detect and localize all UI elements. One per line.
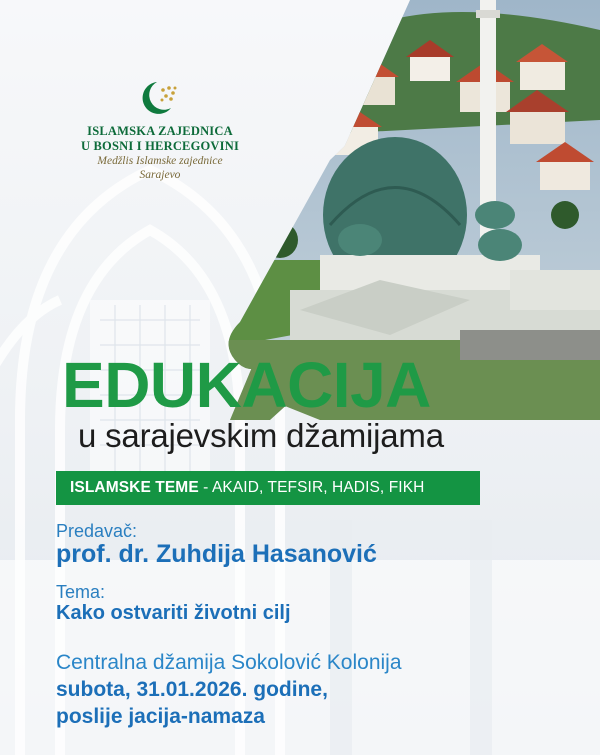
org-subname-line-1: Medžlis Islamske zajednice — [97, 155, 223, 167]
event-date: subota, 31.01.2026. godine, — [56, 678, 328, 701]
main-title: EDUKACIJA — [62, 349, 431, 421]
event-time: poslije jacija-namaza — [56, 705, 265, 728]
org-name-line-2: U BOSNI I HERCEGOVINI — [80, 139, 240, 153]
crescent-logo-icon — [135, 78, 185, 118]
lecturer-label: Predavač: — [56, 521, 138, 541]
topics-banner — [56, 471, 480, 505]
org-subname-line-2: Sarajevo — [139, 169, 181, 181]
lecturer-name: prof. dr. Zuhdija Hasanović — [56, 540, 377, 568]
topic-label: Tema: — [56, 582, 106, 602]
org-name-line-1: ISLAMSKA ZAJEDNICA — [87, 124, 233, 138]
topic-value: Kako ostvariti životni cilj — [56, 602, 291, 624]
topics-list: - AKAID, TEFSIR, HADIS, FIKH — [198, 479, 425, 496]
topics-label: ISLAMSKE TEME — [70, 479, 199, 496]
venue: Centralna džamija Sokolović Kolonija — [56, 651, 402, 674]
organization-logo — [60, 78, 260, 182]
subtitle: u sarajevskim džamijama — [78, 417, 444, 454]
